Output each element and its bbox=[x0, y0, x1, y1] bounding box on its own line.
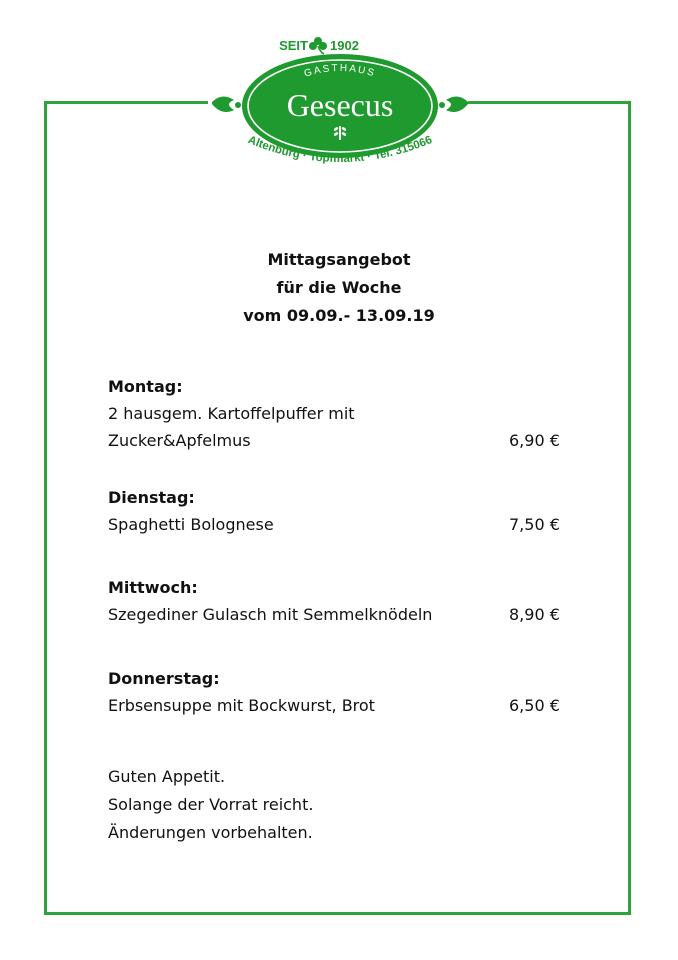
menu-day-thursday bbox=[108, 666, 578, 719]
logo-name-text: Gesecus bbox=[286, 87, 394, 123]
menu-day-wednesday bbox=[108, 575, 578, 628]
day-name: Dienstag: bbox=[108, 488, 195, 507]
dish-line: Zucker&Apfelmus bbox=[108, 431, 251, 450]
menu-footer bbox=[108, 763, 313, 847]
frame-bottom-border bbox=[44, 912, 631, 915]
footer-line: Guten Appetit. bbox=[108, 767, 226, 786]
dish-line: Szegediner Gulasch mit Semmelknödeln bbox=[108, 605, 433, 624]
ornament-right-icon bbox=[439, 96, 468, 112]
frame-left-border bbox=[44, 101, 47, 915]
footer-line: Änderungen vorbehalten. bbox=[108, 823, 313, 842]
footer-line: Solange der Vorrat reicht. bbox=[108, 795, 314, 814]
menu-day-tuesday bbox=[108, 485, 578, 538]
day-name: Montag: bbox=[108, 377, 183, 396]
day-name: Mittwoch: bbox=[108, 578, 198, 597]
frame-right-border bbox=[628, 101, 631, 915]
heading-date-range: vom 09.09.- 13.09.19 bbox=[243, 306, 435, 325]
dish-line: 2 hausgem. Kartoffelpuffer mit bbox=[108, 404, 355, 423]
logo-since-text: SEIT bbox=[279, 38, 308, 53]
menu-heading bbox=[0, 246, 678, 330]
dish-price: 7,50 € bbox=[509, 515, 560, 534]
dish-price: 8,90 € bbox=[509, 605, 560, 624]
restaurant-logo bbox=[210, 28, 470, 200]
ornament-left-icon bbox=[212, 96, 241, 112]
logo-year-text: 1902 bbox=[330, 38, 359, 53]
dish-price: 6,50 € bbox=[509, 696, 560, 715]
clover-icon bbox=[309, 37, 327, 54]
dish-line: Spaghetti Bolognese bbox=[108, 515, 274, 534]
logo-gasthaus-text: GASTHAUS bbox=[302, 62, 378, 80]
frame-top-left-border bbox=[44, 101, 208, 104]
heading-title: Mittagsangebot bbox=[267, 250, 411, 269]
heading-subtitle: für die Woche bbox=[276, 278, 402, 297]
menu-day-monday bbox=[108, 374, 578, 454]
frame-top-right-border bbox=[468, 101, 631, 104]
dish-price: 6,90 € bbox=[509, 431, 560, 450]
logo-address-text: Altenburg · Topfmarkt · Tel. 315066 bbox=[246, 134, 434, 166]
dish-line: Erbsensuppe mit Bockwurst, Brot bbox=[108, 696, 375, 715]
day-name: Donnerstag: bbox=[108, 669, 220, 688]
